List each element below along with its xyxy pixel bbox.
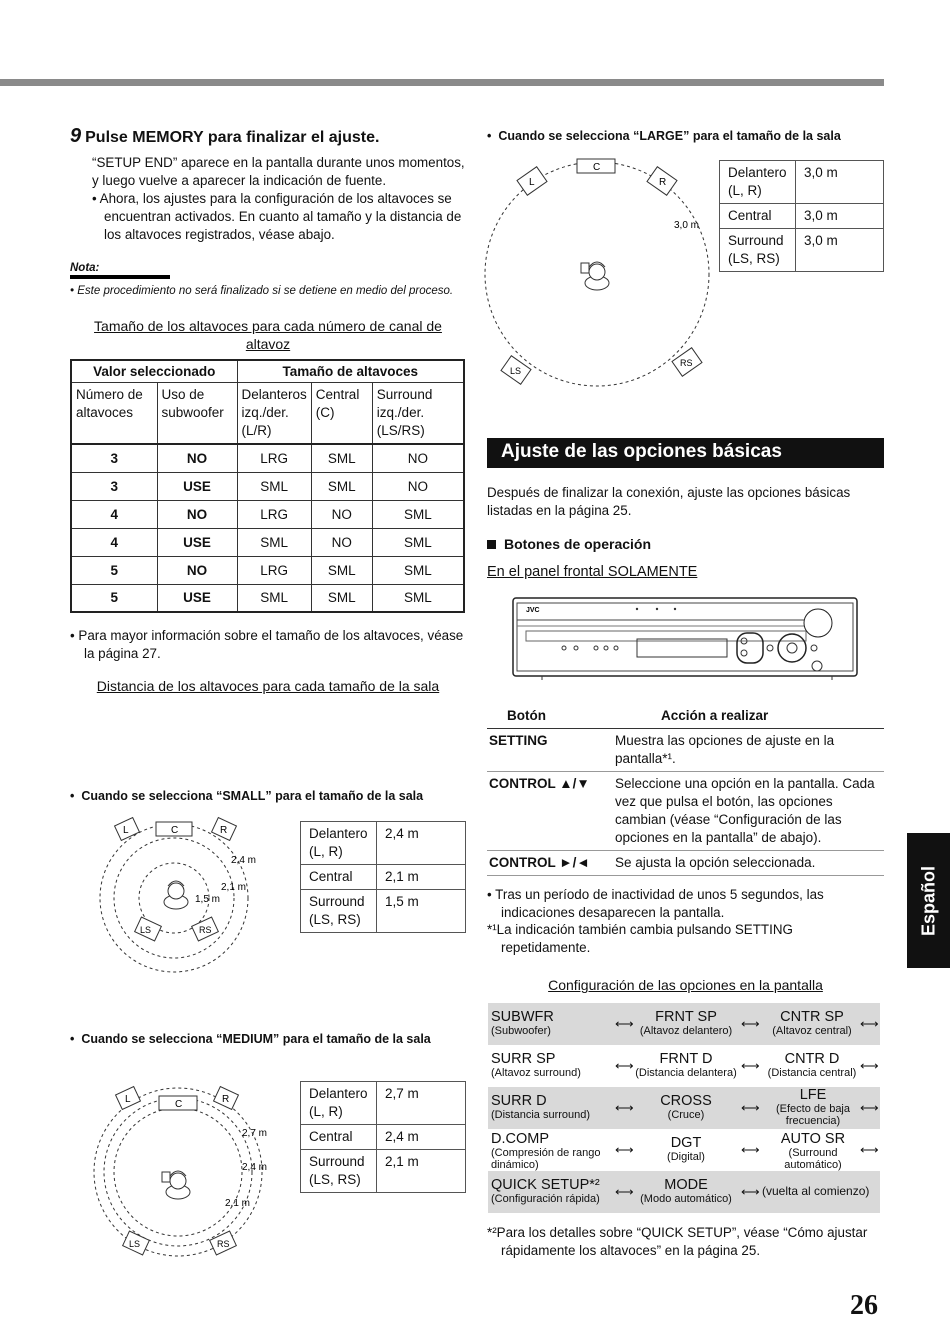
cell: 1,5 m [377,890,466,933]
cell: Central [301,1125,377,1150]
cell: 2,4 m [377,1125,466,1150]
top-rule [0,79,884,86]
cell: SML [237,472,311,500]
cell: Surround (LS, RS) [301,890,377,933]
config-item-sub: (Distancia surround) [491,1109,591,1121]
config-item [762,1087,864,1127]
front-panel-illustration [512,595,860,685]
config-item [627,1051,745,1079]
small-distance-3: 1,5 m [195,894,221,905]
cell: LRG [237,556,311,584]
config-item-sub: (Altavoz delantero) [639,1025,733,1037]
table-header-row [487,704,884,729]
config-item [491,1009,554,1037]
table-row [301,865,466,890]
cell: Central [301,865,377,890]
config-item-label: CROSS [660,1093,712,1109]
size-table [70,359,465,613]
medium-distance-table [300,1081,466,1193]
table-row [720,204,884,229]
operation-table [487,704,884,876]
table-row [301,1082,466,1125]
panel-brand: JVC [526,607,540,614]
cell: SML [372,500,464,528]
cell: Seleccione una opción en la pantalla. Cada vez que pulsa el botón, las opciones cambian (véase “Configuración de las opciones en la pantalla” de abajo). [613,772,884,851]
config-item-sub: (vuelta al comienzo) [762,1184,870,1198]
config-item-sub: (Altavoz central) [772,1025,852,1037]
config-item-sub: (Modo automático) [640,1193,732,1205]
double-arrow-icon: ⟷ [860,1142,879,1157]
config-item [491,1177,600,1205]
cell: 3,0 m [796,161,884,204]
cell: USE [157,584,237,612]
config-item-label: SURR D [491,1093,547,1109]
double-arrow-icon: ⟷ [860,1058,879,1073]
medium-distance-2: 2,4 m [242,1162,268,1173]
cell: Muestra las opciones de ajuste en la pantalla*¹. [613,729,884,772]
cell: LRG [237,500,311,528]
section-intro: Después de finalizar la conexión, ajuste las opciones básicas listadas en la página 25. [487,485,851,518]
small-distance-1: 2,4 m [231,855,257,866]
large-heading: • Cuando se selecciona “LARGE” para el tamaño de la sala [487,129,841,143]
small-room-diagram [90,812,270,977]
small-label-ls: LS [140,925,152,935]
double-arrow-icon: ⟷ [741,1142,760,1157]
cell: 5 [71,556,157,584]
cell: 2,4 m [377,822,466,865]
medium-label-l: L [125,1094,131,1105]
config-diagram [488,1003,880,1213]
config-item-label: SUBWFR [491,1009,554,1025]
config-item-label: DGT [670,1135,702,1151]
nota-label: Nota: [70,262,170,279]
size-sub-cell: Delanteros izq./der. (L/R) [237,383,311,445]
cell: Surround (LS, RS) [301,1150,377,1193]
cell: NO [372,444,464,472]
ops-head-button: Botón [487,704,613,729]
table-row [71,444,464,472]
ops-note-bullet-text: Tras un período de inactividad de unos 5 segundos, las indicaciones desaparecen la pantalla. [495,887,824,920]
cell: SML [311,584,372,612]
config-item [759,1009,865,1037]
config-item-sub: (Surround automático) [784,1147,842,1171]
table-row [71,584,464,612]
table-row [487,772,884,851]
cell: 3 [71,472,157,500]
panel-caption: En el panel frontal SOLAMENTE [487,564,698,580]
cell: NO [372,472,464,500]
cell: SETTING [487,729,613,772]
left-column [70,125,466,695]
small-distance-table [300,821,466,933]
cell: 3 [71,444,157,472]
size-head-sizes: Tamaño de altavoces [237,360,464,383]
size-table-caption: Tamaño de los altavoces para cada número de canal de altavoz [94,318,442,352]
config-row [488,1045,880,1087]
config-item-sub: (Distancia central) [767,1067,857,1079]
double-arrow-icon: ⟷ [741,1100,760,1115]
large-label-rs: RS [680,358,693,368]
size-sub-cell: Surround izq./der. (LS/RS) [372,383,464,445]
large-heading-text: Cuando se selecciona “LARGE” para el tamaño de la sala [498,129,841,143]
size-note: • Para mayor información sobre el tamaño de los altavoces, véase la página 27. [70,628,464,661]
cell: NO [157,556,237,584]
size-head-selected: Valor seleccionado [71,360,237,383]
distance-caption: Distancia de los altavoces para cada tamaño de la sala [96,678,440,694]
medium-room-diagram [82,1078,282,1258]
config-item-label: MODE [664,1177,708,1193]
table-row [71,500,464,528]
cell: SML [311,472,372,500]
config-caption: Configuración de las opciones en la pantalla [548,977,823,993]
config-item [627,1177,745,1205]
config-item-sub: (Distancia delantera) [635,1067,737,1079]
step-title: Pulse MEMORY para finalizar el ajuste. [85,129,380,146]
large-label-c: C [593,162,601,173]
table-row [487,851,884,876]
size-note-text: Para mayor información sobre el tamaño de los altavoces, véase la página 27. [78,628,464,661]
cell: SML [311,444,372,472]
double-arrow-icon: ⟷ [615,1142,634,1157]
medium-heading: • Cuando se selecciona “MEDIUM” para el tamaño de la sala [70,1032,431,1046]
config-row [488,1171,880,1213]
cell: 3,0 m [796,229,884,272]
step-paragraph: “SETUP END” aparece en la pantalla durante unos momentos, y luego vuelve a aparecer la indicación de fuente. [92,155,465,188]
config-row [488,1003,880,1045]
language-tab [907,833,950,968]
medium-distance-3: 2,1 m [225,1198,251,1209]
step-bullet-text: Ahora, los ajustes para la configuración de los altavoces se encuentran activados. En cuanto al tamaño y la distancia de los altavoces registrados, véase abajo. [99,191,462,242]
double-arrow-icon: ⟷ [860,1016,879,1031]
cell: Delantero (L, R) [301,1082,377,1125]
double-arrow-icon: ⟷ [741,1184,760,1199]
config-item-label: CNTR SP [780,1009,844,1025]
size-sub-cell: Uso de subwoofer [157,383,237,445]
double-arrow-icon: ⟷ [615,1184,634,1199]
cell: Se ajusta la opción seleccionada. [613,851,884,876]
size-sub-cell: Número de altavoces [71,383,157,445]
config-item-label: D.COMP [491,1131,549,1147]
large-label-r: R [659,177,667,188]
step-number: 9 [70,125,82,147]
step-bullet: • Ahora, los ajustes para la configuración de los altavoces se encuentran activados. En cuanto al tamaño y la distancia de los altavoces registrados, véase abajo. [92,191,462,242]
nota-text-content: Este procedimiento no será finalizado si se detiene en medio del proceso. [77,285,454,297]
cell: SML [237,528,311,556]
ops-subheading [487,536,651,552]
medium-label-r: R [222,1094,230,1105]
config-footnote: *²Para los detalles sobre “QUICK SETUP”, véase “Cómo ajustar rápidamente los altavoces” en la página 25. [487,1225,868,1258]
cell: SML [311,556,372,584]
table-row [487,729,884,772]
table-row [71,528,464,556]
table-row [301,1150,466,1193]
config-item [491,1051,581,1079]
cell: 2,1 m [377,1150,466,1193]
config-item-sub: (Cruce) [667,1109,705,1121]
double-arrow-icon: ⟷ [741,1058,760,1073]
page-number: 26 [850,1290,878,1321]
config-item-label: SURR SP [491,1051,556,1067]
nota-text: • Este procedimiento no será finalizado si se detiene en medio del proceso. [70,285,454,297]
config-item-label: AUTO SR [780,1131,846,1147]
small-distance-2: 2,1 m [221,882,247,893]
cell: 4 [71,528,157,556]
table-row [720,229,884,272]
medium-heading-text: Cuando se selecciona “MEDIUM” para el tamaño de la sala [81,1032,431,1046]
config-item-sub: (Digital) [667,1151,705,1163]
config-item-label: QUICK SETUP*² [491,1177,600,1193]
large-label-l: L [529,177,535,188]
config-item-label: FRNT D [659,1051,713,1067]
double-arrow-icon: ⟷ [860,1100,879,1115]
cell: CONTROL ►/◄ [487,851,613,876]
cell: USE [157,472,237,500]
table-row [720,161,884,204]
circle-inner [114,1108,242,1236]
table-row [301,822,466,865]
table-row [301,890,466,933]
config-item [757,1051,867,1079]
small-label-l: L [123,825,129,836]
double-arrow-icon: ⟷ [615,1016,634,1031]
config-item [633,1009,739,1037]
config-item [762,1185,869,1197]
step-heading [70,125,466,148]
config-item-sub: (Configuración rápida) [491,1193,600,1205]
small-heading-text: Cuando se selecciona “SMALL” para el tamaño de la sala [81,789,424,803]
cell: 4 [71,500,157,528]
ops-subheading-text: Botones de operación [504,536,652,552]
volume-knob-icon [804,609,832,637]
cell: CONTROL ▲/▼ [487,772,613,851]
cell: SML [372,556,464,584]
table-row [301,1125,466,1150]
large-distance-1: 3,0 m [674,220,700,231]
listener-icon [581,262,609,290]
small-heading: • Cuando se selecciona “SMALL” para el tamaño de la sala [70,789,424,803]
ops-footnote: *¹La indicación también cambia pulsando SETTING repetidamente. [487,922,793,955]
cell: SML [372,584,464,612]
cell: USE [157,528,237,556]
medium-distance-1: 2,7 m [242,1128,268,1139]
cell: SML [237,584,311,612]
config-item-sub: (Altavoz surround) [491,1067,581,1079]
config-item-label: FRNT SP [655,1009,717,1025]
double-arrow-icon: ⟷ [615,1100,634,1115]
ops-note-bullet: • Tras un período de inactividad de unos 5 segundos, las indicaciones desaparecen la pantalla. [487,887,824,920]
listener-icon [164,881,188,909]
cell: Delantero (L, R) [301,822,377,865]
large-label-ls: LS [510,366,522,376]
large-distance-table [719,160,884,272]
circle-outer [94,1088,262,1256]
square-bullet-icon [487,540,496,549]
cell: 3,0 m [796,204,884,229]
config-item [491,1131,601,1171]
medium-label-c: C [175,1099,183,1110]
cell: Delantero (L, R) [720,161,796,204]
config-item [762,1131,864,1171]
cell: SML [372,528,464,556]
double-arrow-icon: ⟷ [741,1016,760,1031]
large-room-diagram [484,155,716,395]
medium-label-rs: RS [217,1239,230,1249]
cell: NO [157,500,237,528]
config-row [488,1129,880,1171]
config-item-label: LFE [799,1087,827,1103]
config-item [633,1093,739,1121]
table-row [71,472,464,500]
cell: 5 [71,584,157,612]
table-row [71,556,464,584]
size-sub-cell: Central (C) [311,383,372,445]
config-item-sub: (Compresión de rango dinámico) [491,1147,601,1171]
listener-icon [162,1171,190,1199]
circle-mid [104,1098,252,1246]
ops-head-action: Acción a realizar [613,704,884,729]
cell: LRG [237,444,311,472]
cell: 2,1 m [377,865,466,890]
double-arrow-icon: ⟷ [615,1058,634,1073]
small-label-r: R [220,825,228,836]
config-item-sub: (Efecto de baja frecuencia) [776,1103,850,1127]
cell: Central [720,204,796,229]
nota-block [70,262,466,299]
cell: NO [311,528,372,556]
small-label-c: C [171,825,179,836]
config-item [633,1135,739,1163]
cell: NO [311,500,372,528]
config-row [488,1087,880,1129]
medium-label-ls: LS [129,1239,141,1249]
config-item-label: CNTR D [784,1051,840,1067]
cell: Surround (LS, RS) [720,229,796,272]
config-item-sub: (Subwoofer) [491,1025,551,1037]
cell: NO [157,444,237,472]
config-item [491,1093,590,1121]
cell: 2,7 m [377,1082,466,1125]
small-label-rs: RS [199,925,212,935]
section-title: Ajuste de las opciones básicas [487,438,884,468]
language-tab-label: Español [918,865,938,936]
size-subheader-row [71,383,464,445]
